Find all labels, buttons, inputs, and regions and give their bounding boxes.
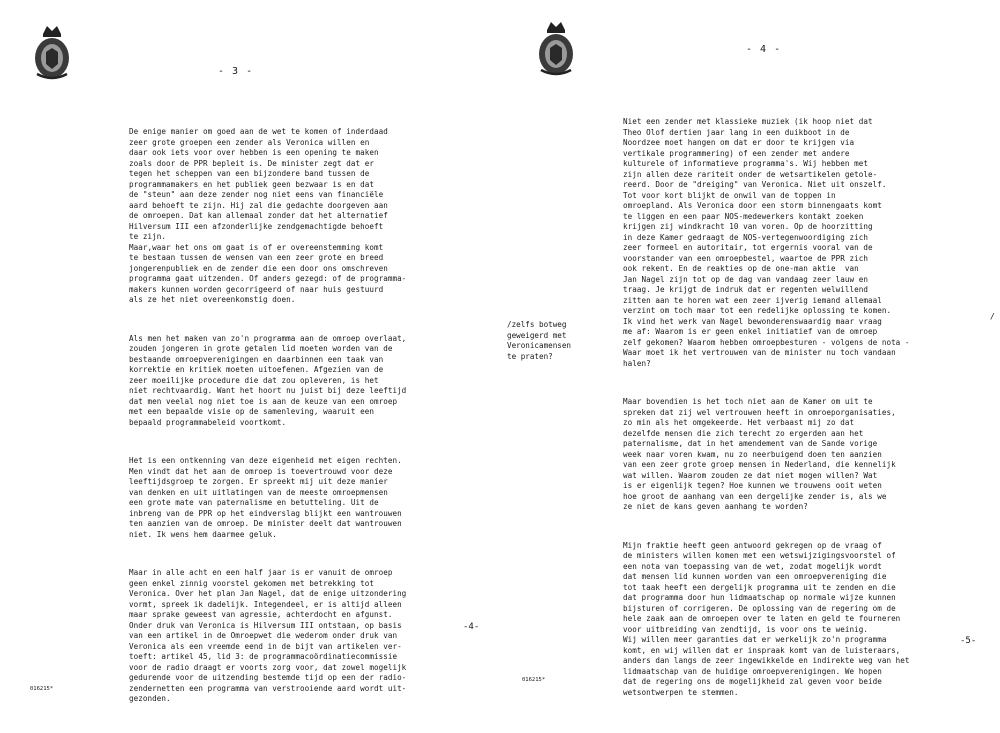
paragraph: Niet een zender met klassieke muziek (ik hoop niet dat Theo Olof dertien jaar lang in een duikboot in de Noordzee moet hangen om dat er door te krijgen via vertikale programmering) of een zender met andere kulturele of informatieve programma's. Wij hebben met zijn allen deze rariteit onder de wetsartikelen getole- reerd. Door de "dreiging" van Veronica. Niet uit onszelf. Tot voor kort blijkt de onwil van de toppen in omroepland. Als Veronica door een storm binnengaats komt te liggen en een paar NOS-medewerkers kontakt zoeken krijgen zij windkracht 10 van voren. Op de hoorzitting in deze Kamer gedraagt de NOS-vertegenwoordiging zich zeer formeel en autoritair, tot ergernis vooral van de voorstander van een omroepbestel, waartoe de PPR zich ook rekent. En de reakties op de one-man aktie van Jan Nagel zijn tot op de dag van vandaag zeer lauw en traag. Je krijgt de indruk dat er regenten welwillend zitten aan te horen wat een zeer ijverig iemand allemaal verzint om toch maar tot een redelijke oplossing te komen. Ik vind het werk van Nagel bewonderenswaardig maar vraag me af: Waarom is er geen enkel initiatief van de omroep zelf gekomen? Waarom hebben omroepbesturen - volgens de nota - Waar moet ik het vertrouwen van de minister nu toch vandaan halen? <box>623 117 910 368</box>
paragraph: De enige manier om goed aan de wet te komen of inderdaad zeer grote groepen een zender als Veronica willen en daar ook iets voor over hebben is een opening te maken zoals door de PPR bepleit is. De minister zegt dat er tegen het scheppen van een bijzondere band tussen de programmamakers en het publiek geen bezwaar is en dat de "steun" aan deze zender nog niet eens van financiële aard behoeft te zijn. Hij zal die gedachte doorgeven aan de omroepen. Dat kan allemaal zonder dat het alternatief Hilversum III een afzonderlijke zendgemachtigde behoeft te zijn. Maar,waar het ons om gaat is of er overeenstemming komt te bestaan tussen de wensen van een zeer grote en breed jongerenpubliek en de zender die een door ons omschreven programma gaat uitzenden. Of anders gezegd: of de programma- makers kunnen worden gecorrigeerd of naar huis gestuurd als ze het niet overeenkomstig doen. <box>129 127 407 304</box>
left-page <box>0 0 500 721</box>
paragraph: Maar in alle acht en een half jaar is er vanuit de omroep geen enkel zinnig voorstel gekomen met betrekking tot Veronica. Over het plan Jan Nagel, dat de enige uitzondering vormt, spreek ik dadelijk. Integendeel, er is altijd alleen maar sprake geweest van agressie, achterdocht en afgunst. Onder druk van Veronica is Hilversum III ontstaan, op basis van een artikel in de Omroepwet die wederom onder druk van Veronica als een vreemde eend in de bijt van artikelen ver- toeft: artikel 45, lid 3: de programmacoördinatiecommissie voor de radio draagt er voorts zorg voor, dat zowel mogelijk gedurende voor de uitzending bestemde tijd op een der radio- zendernetten een programma van verstrooiende aard wordt uit- gezonden. <box>129 568 407 703</box>
royal-crest-icon <box>533 18 579 78</box>
left-text-column <box>129 106 406 733</box>
header-page-number: - 4 - <box>746 44 782 55</box>
paragraph: Het is een ontkenning van deze eigenheid met eigen rechten. Men vindt dat het aan de omroep is toevertrouwd voor deze leeftijdsgroep te zorgen. Er spreekt mij uit deze manier van denken en uit uitlatingen van de meeste omroepmensen een grote mate van paternalisme en betutteling. Uit de inbreng van de PPR op het eindverslag blijkt een wantrouwen ten aanzien van de omroep. De minister deelt dat wantrouwen niet. Ik wens hem daarmee geluk. <box>129 456 402 539</box>
paragraph: Maar bovendien is het toch niet aan de Kamer om uit te spreken dat zij wel vertrouwen heeft in omroeporganisaties, zo min als het omgekeerde. Het verbaast mij zo dat dezelfde mensen die zich terecht zo ergerden aan het paternalisme, dat in het amendement van de Sande vorige week naar voren kwam, nu zo neerbuigend doen ten aanzien van een zeer grote groep mensen in Nederland, die kennelijk wat willen. Waarom zouden ze dat niet mogen willen? Wat is er eigenlijk tegen? Hoe kunnen we trouwens ooit weten hoe groot de aanhang van een dergelijke zender is, als we ze niet de kans geven aanhang te worden? <box>623 397 896 511</box>
header-page-number: - 3 - <box>218 66 254 77</box>
right-page <box>500 0 1000 721</box>
royal-crest-icon <box>29 22 75 82</box>
right-text-column <box>623 96 910 726</box>
archive-code: 016215* <box>522 677 546 683</box>
footer-page-number: -5- <box>960 636 977 646</box>
footer-page-number: -4- <box>463 622 480 632</box>
archive-code: 016215* <box>30 686 54 692</box>
margin-note: /zelfs botweg geweigerd met Veronicamensen te praten? <box>507 320 572 361</box>
paragraph: Als men het maken van zo'n programma aan de omroep overlaat, zouden jongeren in grote getalen lid moeten worden van de bestaande omroepverenigingen en daarbinnen een taak van korrektie en kritiek moeten uitoefenen. Afgezien van de zeer moeilijke procedure die dat zou opleveren, is het niet rechtvaardig. Want het hoort nu juist bij deze leeftijd dat men veelal nog niet toe is aan de keuze van een omroep met een bepaalde visie op de samenleving, waaruit een bepaald programmabeleid voortkomt. <box>129 333 407 427</box>
paragraph: Mijn fraktie heeft geen antwoord gekregen op de vraag of de ministers willen komen met een wetswijzigingsvoorstel of een nota van toepassing van de wet, zodat mogelijk wordt dat mensen lid kunnen worden van een omroepvereniging die tot taak heeft een dergelijk programma uit te zenden en die dat programma door hun lidmaatschap op normale wijze kunnen bijsturen of corrigeren. De oplossing van de regering om de hele zaak aan de omroepen over te laten en geld te fourneren voor uitbreiding van zendtijd, is voor ons te weinig. Wij willen meer garanties dat er werkelijk zo'n programma komt, en wij willen dat er inspraak komt van de luisteraars, anders dan langs de zeer ingewikkelde en indirekte weg van het lidmaatschap van de huidige omroepverenigingen. We hopen dat de regering ons de mogelijkheid zal geven voor beide wetsontwerpen te stemmen. <box>623 540 910 697</box>
edge-mark: / <box>990 312 995 321</box>
